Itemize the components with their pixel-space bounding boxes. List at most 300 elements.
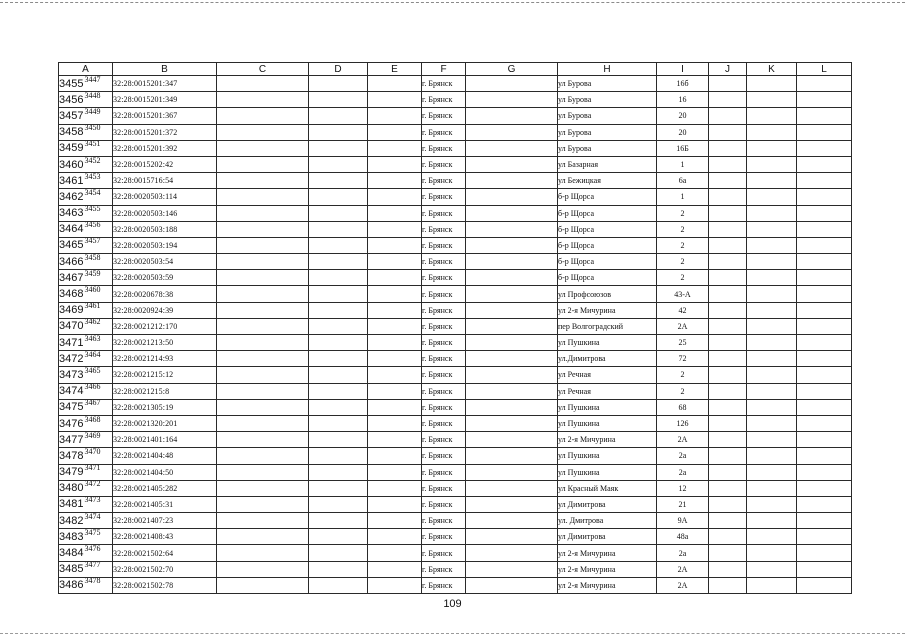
cell-e[interactable] [368, 383, 422, 399]
street-cell[interactable]: ул Пушкина [558, 448, 657, 464]
row-number-cell[interactable] [59, 432, 113, 448]
cell-e[interactable] [368, 367, 422, 383]
street-cell[interactable]: ул 2-я Мичурина [558, 561, 657, 577]
street-cell[interactable]: ул Профсоюзов [558, 286, 657, 302]
cell-d[interactable] [309, 302, 368, 318]
cell-e[interactable] [368, 480, 422, 496]
cell-l[interactable] [797, 545, 852, 561]
cell-l[interactable] [797, 480, 852, 496]
cell-c[interactable] [217, 432, 309, 448]
row-number-cell[interactable] [59, 529, 113, 545]
street-cell[interactable]: б-р Щорса [558, 221, 657, 237]
cell-c[interactable] [217, 335, 309, 351]
cell-d[interactable] [309, 399, 368, 415]
house-number-cell[interactable]: 72 [657, 351, 709, 367]
street-cell[interactable]: б-р Щорса [558, 189, 657, 205]
cell-k[interactable] [747, 432, 797, 448]
cell-j[interactable] [709, 529, 747, 545]
cell-j[interactable] [709, 205, 747, 221]
city-cell[interactable]: г. Брянск [422, 221, 466, 237]
city-cell[interactable]: г. Брянск [422, 270, 466, 286]
cell-g[interactable] [466, 124, 558, 140]
cadastral-number-cell[interactable]: 32:28:0015202:42 [113, 156, 217, 172]
cell-g[interactable] [466, 577, 558, 593]
cell-c[interactable] [217, 464, 309, 480]
house-number-cell[interactable]: 2 [657, 383, 709, 399]
row-number-cell[interactable] [59, 335, 113, 351]
column-header-b[interactable]: B [113, 63, 217, 76]
street-cell[interactable]: ул 2-я Мичурина [558, 545, 657, 561]
cadastral-number-cell[interactable]: 32:28:0021404:48 [113, 448, 217, 464]
cell-l[interactable] [797, 561, 852, 577]
column-header-a[interactable]: A [59, 63, 113, 76]
cell-k[interactable] [747, 545, 797, 561]
cell-k[interactable] [747, 237, 797, 253]
cadastral-number-cell[interactable]: 32:28:0020503:54 [113, 254, 217, 270]
cell-k[interactable] [747, 513, 797, 529]
city-cell[interactable]: г. Брянск [422, 577, 466, 593]
cell-k[interactable] [747, 108, 797, 124]
cell-j[interactable] [709, 237, 747, 253]
house-number-cell[interactable]: 20 [657, 124, 709, 140]
cell-l[interactable] [797, 529, 852, 545]
cell-c[interactable] [217, 545, 309, 561]
cell-e[interactable] [368, 513, 422, 529]
cell-l[interactable] [797, 156, 852, 172]
cell-j[interactable] [709, 254, 747, 270]
cell-e[interactable] [368, 221, 422, 237]
cell-j[interactable] [709, 464, 747, 480]
cell-l[interactable] [797, 415, 852, 431]
cell-e[interactable] [368, 351, 422, 367]
cell-d[interactable] [309, 92, 368, 108]
cell-g[interactable] [466, 140, 558, 156]
cell-d[interactable] [309, 254, 368, 270]
column-header-h[interactable]: H [558, 63, 657, 76]
row-number-cell[interactable] [59, 399, 113, 415]
cell-j[interactable] [709, 480, 747, 496]
row-number-cell[interactable] [59, 577, 113, 593]
cell-k[interactable] [747, 577, 797, 593]
cell-d[interactable] [309, 270, 368, 286]
cell-j[interactable] [709, 76, 747, 92]
cell-d[interactable] [309, 383, 368, 399]
cell-e[interactable] [368, 545, 422, 561]
cell-d[interactable] [309, 124, 368, 140]
city-cell[interactable]: г. Брянск [422, 286, 466, 302]
cell-j[interactable] [709, 545, 747, 561]
house-number-cell[interactable]: 16 [657, 92, 709, 108]
cell-j[interactable] [709, 173, 747, 189]
street-cell[interactable]: ул 2-я Мичурина [558, 432, 657, 448]
house-number-cell[interactable]: 2 [657, 221, 709, 237]
city-cell[interactable]: г. Брянск [422, 383, 466, 399]
cadastral-number-cell[interactable]: 32:28:0015201:349 [113, 92, 217, 108]
city-cell[interactable]: г. Брянск [422, 205, 466, 221]
cell-k[interactable] [747, 286, 797, 302]
cadastral-number-cell[interactable]: 32:28:0020503:188 [113, 221, 217, 237]
house-number-cell[interactable]: 126 [657, 415, 709, 431]
cell-d[interactable] [309, 205, 368, 221]
row-number-cell[interactable] [59, 318, 113, 334]
street-cell[interactable]: ул 2-я Мичурина [558, 577, 657, 593]
cell-e[interactable] [368, 156, 422, 172]
cell-d[interactable] [309, 367, 368, 383]
cell-d[interactable] [309, 335, 368, 351]
street-cell[interactable]: б-р Щорса [558, 254, 657, 270]
city-cell[interactable]: г. Брянск [422, 124, 466, 140]
cell-g[interactable] [466, 480, 558, 496]
cell-j[interactable] [709, 415, 747, 431]
house-number-cell[interactable]: 6а [657, 173, 709, 189]
city-cell[interactable]: г. Брянск [422, 545, 466, 561]
cell-k[interactable] [747, 383, 797, 399]
cell-g[interactable] [466, 415, 558, 431]
cell-d[interactable] [309, 140, 368, 156]
street-cell[interactable]: ул Бурова [558, 92, 657, 108]
cell-c[interactable] [217, 221, 309, 237]
cell-l[interactable] [797, 140, 852, 156]
cell-c[interactable] [217, 351, 309, 367]
cell-l[interactable] [797, 286, 852, 302]
cell-l[interactable] [797, 92, 852, 108]
cell-l[interactable] [797, 432, 852, 448]
street-cell[interactable]: ул Пушкина [558, 415, 657, 431]
cell-k[interactable] [747, 561, 797, 577]
cadastral-number-cell[interactable]: 32:28:0020503:194 [113, 237, 217, 253]
cell-e[interactable] [368, 577, 422, 593]
cell-k[interactable] [747, 529, 797, 545]
row-number-cell[interactable] [59, 513, 113, 529]
cell-k[interactable] [747, 92, 797, 108]
cell-c[interactable] [217, 108, 309, 124]
cell-e[interactable] [368, 496, 422, 512]
cell-d[interactable] [309, 513, 368, 529]
house-number-cell[interactable]: 16Б [657, 140, 709, 156]
cell-g[interactable] [466, 302, 558, 318]
cell-e[interactable] [368, 399, 422, 415]
street-cell[interactable]: ул Бурова [558, 108, 657, 124]
cell-k[interactable] [747, 76, 797, 92]
cell-c[interactable] [217, 124, 309, 140]
cell-d[interactable] [309, 480, 368, 496]
cell-j[interactable] [709, 577, 747, 593]
cell-j[interactable] [709, 286, 747, 302]
cell-g[interactable] [466, 367, 558, 383]
city-cell[interactable]: г. Брянск [422, 496, 466, 512]
cell-d[interactable] [309, 545, 368, 561]
cell-c[interactable] [217, 270, 309, 286]
cell-g[interactable] [466, 335, 558, 351]
cell-e[interactable] [368, 302, 422, 318]
house-number-cell[interactable]: 2А [657, 318, 709, 334]
street-cell[interactable]: ул.Димитрова [558, 351, 657, 367]
column-header-c[interactable]: C [217, 63, 309, 76]
row-number-cell[interactable] [59, 415, 113, 431]
cell-g[interactable] [466, 496, 558, 512]
column-header-i[interactable]: I [657, 63, 709, 76]
row-number-cell[interactable] [59, 205, 113, 221]
city-cell[interactable]: г. Брянск [422, 399, 466, 415]
cell-l[interactable] [797, 496, 852, 512]
cell-c[interactable] [217, 383, 309, 399]
cadastral-number-cell[interactable]: 32:28:0021502:70 [113, 561, 217, 577]
city-cell[interactable]: г. Брянск [422, 335, 466, 351]
cell-c[interactable] [217, 480, 309, 496]
cell-d[interactable] [309, 496, 368, 512]
cell-l[interactable] [797, 124, 852, 140]
house-number-cell[interactable]: 25 [657, 335, 709, 351]
cell-d[interactable] [309, 221, 368, 237]
cell-g[interactable] [466, 464, 558, 480]
street-cell[interactable]: пер Волгоградский [558, 318, 657, 334]
cell-g[interactable] [466, 448, 558, 464]
cell-k[interactable] [747, 189, 797, 205]
cadastral-number-cell[interactable]: 32:28:0015201:367 [113, 108, 217, 124]
city-cell[interactable]: г. Брянск [422, 367, 466, 383]
cell-d[interactable] [309, 76, 368, 92]
cell-c[interactable] [217, 286, 309, 302]
cell-c[interactable] [217, 367, 309, 383]
cell-k[interactable] [747, 156, 797, 172]
cell-k[interactable] [747, 415, 797, 431]
cadastral-number-cell[interactable]: 32:28:0021502:64 [113, 545, 217, 561]
cell-j[interactable] [709, 367, 747, 383]
cell-c[interactable] [217, 448, 309, 464]
cadastral-number-cell[interactable]: 32:28:0021215:12 [113, 367, 217, 383]
column-header-j[interactable]: J [709, 63, 747, 76]
cell-g[interactable] [466, 529, 558, 545]
cell-k[interactable] [747, 221, 797, 237]
street-cell[interactable]: ул Пушкина [558, 464, 657, 480]
row-number-cell[interactable] [59, 464, 113, 480]
cell-d[interactable] [309, 577, 368, 593]
cadastral-number-cell[interactable]: 32:28:0021405:31 [113, 496, 217, 512]
cadastral-number-cell[interactable]: 32:28:0020924:39 [113, 302, 217, 318]
cell-d[interactable] [309, 108, 368, 124]
row-number-cell[interactable] [59, 448, 113, 464]
cell-d[interactable] [309, 448, 368, 464]
cell-c[interactable] [217, 254, 309, 270]
cell-l[interactable] [797, 221, 852, 237]
house-number-cell[interactable]: 1 [657, 156, 709, 172]
cell-c[interactable] [217, 92, 309, 108]
street-cell[interactable]: ул. Дмитрова [558, 513, 657, 529]
cell-d[interactable] [309, 286, 368, 302]
house-number-cell[interactable]: 43-А [657, 286, 709, 302]
cell-k[interactable] [747, 448, 797, 464]
cell-g[interactable] [466, 205, 558, 221]
house-number-cell[interactable]: 2а [657, 545, 709, 561]
cell-j[interactable] [709, 140, 747, 156]
cell-c[interactable] [217, 173, 309, 189]
cell-g[interactable] [466, 432, 558, 448]
house-number-cell[interactable]: 42 [657, 302, 709, 318]
cadastral-number-cell[interactable]: 32:28:0020503:114 [113, 189, 217, 205]
cadastral-number-cell[interactable]: 32:28:0021320:201 [113, 415, 217, 431]
row-number-cell[interactable] [59, 173, 113, 189]
city-cell[interactable]: г. Брянск [422, 561, 466, 577]
cadastral-number-cell[interactable]: 32:28:0020503:59 [113, 270, 217, 286]
cell-e[interactable] [368, 173, 422, 189]
cadastral-number-cell[interactable]: 32:28:0021212:170 [113, 318, 217, 334]
cell-l[interactable] [797, 173, 852, 189]
cell-e[interactable] [368, 237, 422, 253]
row-number-cell[interactable] [59, 189, 113, 205]
street-cell[interactable]: ул Димитрова [558, 496, 657, 512]
cell-g[interactable] [466, 561, 558, 577]
cell-e[interactable] [368, 529, 422, 545]
city-cell[interactable]: г. Брянск [422, 432, 466, 448]
row-number-cell[interactable] [59, 124, 113, 140]
column-header-k[interactable]: K [747, 63, 797, 76]
cell-j[interactable] [709, 432, 747, 448]
row-number-cell[interactable] [59, 108, 113, 124]
cell-j[interactable] [709, 513, 747, 529]
row-number-cell[interactable] [59, 221, 113, 237]
cell-d[interactable] [309, 189, 368, 205]
cell-e[interactable] [368, 205, 422, 221]
house-number-cell[interactable]: 2 [657, 205, 709, 221]
column-header-e[interactable]: E [368, 63, 422, 76]
house-number-cell[interactable]: 2 [657, 237, 709, 253]
cadastral-number-cell[interactable]: 32:28:0021305:19 [113, 399, 217, 415]
cell-g[interactable] [466, 92, 558, 108]
column-header-l[interactable]: L [797, 63, 852, 76]
street-cell[interactable]: ул Пушкина [558, 399, 657, 415]
row-number-cell[interactable] [59, 237, 113, 253]
street-cell[interactable]: ул 2-я Мичурина [558, 302, 657, 318]
row-number-cell[interactable] [59, 351, 113, 367]
cell-g[interactable] [466, 254, 558, 270]
cell-e[interactable] [368, 448, 422, 464]
cadastral-number-cell[interactable]: 32:28:0015716:54 [113, 173, 217, 189]
house-number-cell[interactable]: 2А [657, 432, 709, 448]
cell-e[interactable] [368, 464, 422, 480]
city-cell[interactable]: г. Брянск [422, 76, 466, 92]
cell-c[interactable] [217, 140, 309, 156]
column-header-g[interactable]: G [466, 63, 558, 76]
city-cell[interactable]: г. Брянск [422, 351, 466, 367]
cell-e[interactable] [368, 124, 422, 140]
house-number-cell[interactable]: 9А [657, 513, 709, 529]
cell-k[interactable] [747, 464, 797, 480]
cell-g[interactable] [466, 286, 558, 302]
cell-l[interactable] [797, 302, 852, 318]
cell-e[interactable] [368, 108, 422, 124]
cell-k[interactable] [747, 367, 797, 383]
cell-l[interactable] [797, 335, 852, 351]
city-cell[interactable]: г. Брянск [422, 302, 466, 318]
house-number-cell[interactable]: 1 [657, 189, 709, 205]
cell-g[interactable] [466, 221, 558, 237]
cell-j[interactable] [709, 270, 747, 286]
row-number-cell[interactable] [59, 383, 113, 399]
street-cell[interactable]: ул Речная [558, 367, 657, 383]
cell-j[interactable] [709, 318, 747, 334]
cell-k[interactable] [747, 335, 797, 351]
cell-l[interactable] [797, 448, 852, 464]
cell-j[interactable] [709, 221, 747, 237]
cadastral-number-cell[interactable]: 32:28:0021502:78 [113, 577, 217, 593]
street-cell[interactable]: ул Красный Маяк [558, 480, 657, 496]
cell-j[interactable] [709, 302, 747, 318]
house-number-cell[interactable]: 20 [657, 108, 709, 124]
row-number-cell[interactable] [59, 480, 113, 496]
cell-e[interactable] [368, 140, 422, 156]
cell-l[interactable] [797, 189, 852, 205]
city-cell[interactable]: г. Брянск [422, 92, 466, 108]
cell-l[interactable] [797, 383, 852, 399]
street-cell[interactable]: ул Бурова [558, 140, 657, 156]
cell-k[interactable] [747, 205, 797, 221]
cadastral-number-cell[interactable]: 32:28:0021404:50 [113, 464, 217, 480]
cell-k[interactable] [747, 302, 797, 318]
house-number-cell[interactable]: 2 [657, 254, 709, 270]
cell-d[interactable] [309, 561, 368, 577]
city-cell[interactable]: г. Брянск [422, 140, 466, 156]
city-cell[interactable]: г. Брянск [422, 254, 466, 270]
cell-d[interactable] [309, 464, 368, 480]
house-number-cell[interactable]: 16б [657, 76, 709, 92]
cadastral-number-cell[interactable]: 32:28:0021401:164 [113, 432, 217, 448]
street-cell[interactable]: ул Речная [558, 383, 657, 399]
city-cell[interactable]: г. Брянск [422, 156, 466, 172]
cell-c[interactable] [217, 205, 309, 221]
cell-g[interactable] [466, 383, 558, 399]
row-number-cell[interactable] [59, 545, 113, 561]
street-cell[interactable]: ул Бежицкая [558, 173, 657, 189]
house-number-cell[interactable]: 48а [657, 529, 709, 545]
cell-l[interactable] [797, 76, 852, 92]
cell-k[interactable] [747, 254, 797, 270]
cell-j[interactable] [709, 448, 747, 464]
house-number-cell[interactable]: 2а [657, 448, 709, 464]
cell-g[interactable] [466, 173, 558, 189]
cadastral-number-cell[interactable]: 32:28:0021215:8 [113, 383, 217, 399]
cadastral-number-cell[interactable]: 32:28:0021405:282 [113, 480, 217, 496]
cell-k[interactable] [747, 270, 797, 286]
cell-e[interactable] [368, 432, 422, 448]
cell-g[interactable] [466, 108, 558, 124]
cell-j[interactable] [709, 335, 747, 351]
street-cell[interactable]: ул Бурова [558, 76, 657, 92]
cadastral-number-cell[interactable]: 32:28:0021214:93 [113, 351, 217, 367]
cadastral-number-cell[interactable]: 32:28:0015201:392 [113, 140, 217, 156]
cell-e[interactable] [368, 92, 422, 108]
house-number-cell[interactable]: 21 [657, 496, 709, 512]
city-cell[interactable]: г. Брянск [422, 480, 466, 496]
cell-j[interactable] [709, 496, 747, 512]
cell-k[interactable] [747, 140, 797, 156]
cell-j[interactable] [709, 399, 747, 415]
cell-d[interactable] [309, 237, 368, 253]
cell-l[interactable] [797, 513, 852, 529]
cell-e[interactable] [368, 76, 422, 92]
city-cell[interactable]: г. Брянск [422, 189, 466, 205]
cell-e[interactable] [368, 189, 422, 205]
cell-g[interactable] [466, 76, 558, 92]
cell-g[interactable] [466, 237, 558, 253]
city-cell[interactable]: г. Брянск [422, 448, 466, 464]
street-cell[interactable]: ул Базарная [558, 156, 657, 172]
cell-l[interactable] [797, 367, 852, 383]
cell-l[interactable] [797, 318, 852, 334]
cell-c[interactable] [217, 415, 309, 431]
cell-j[interactable] [709, 108, 747, 124]
cell-g[interactable] [466, 270, 558, 286]
cell-g[interactable] [466, 156, 558, 172]
